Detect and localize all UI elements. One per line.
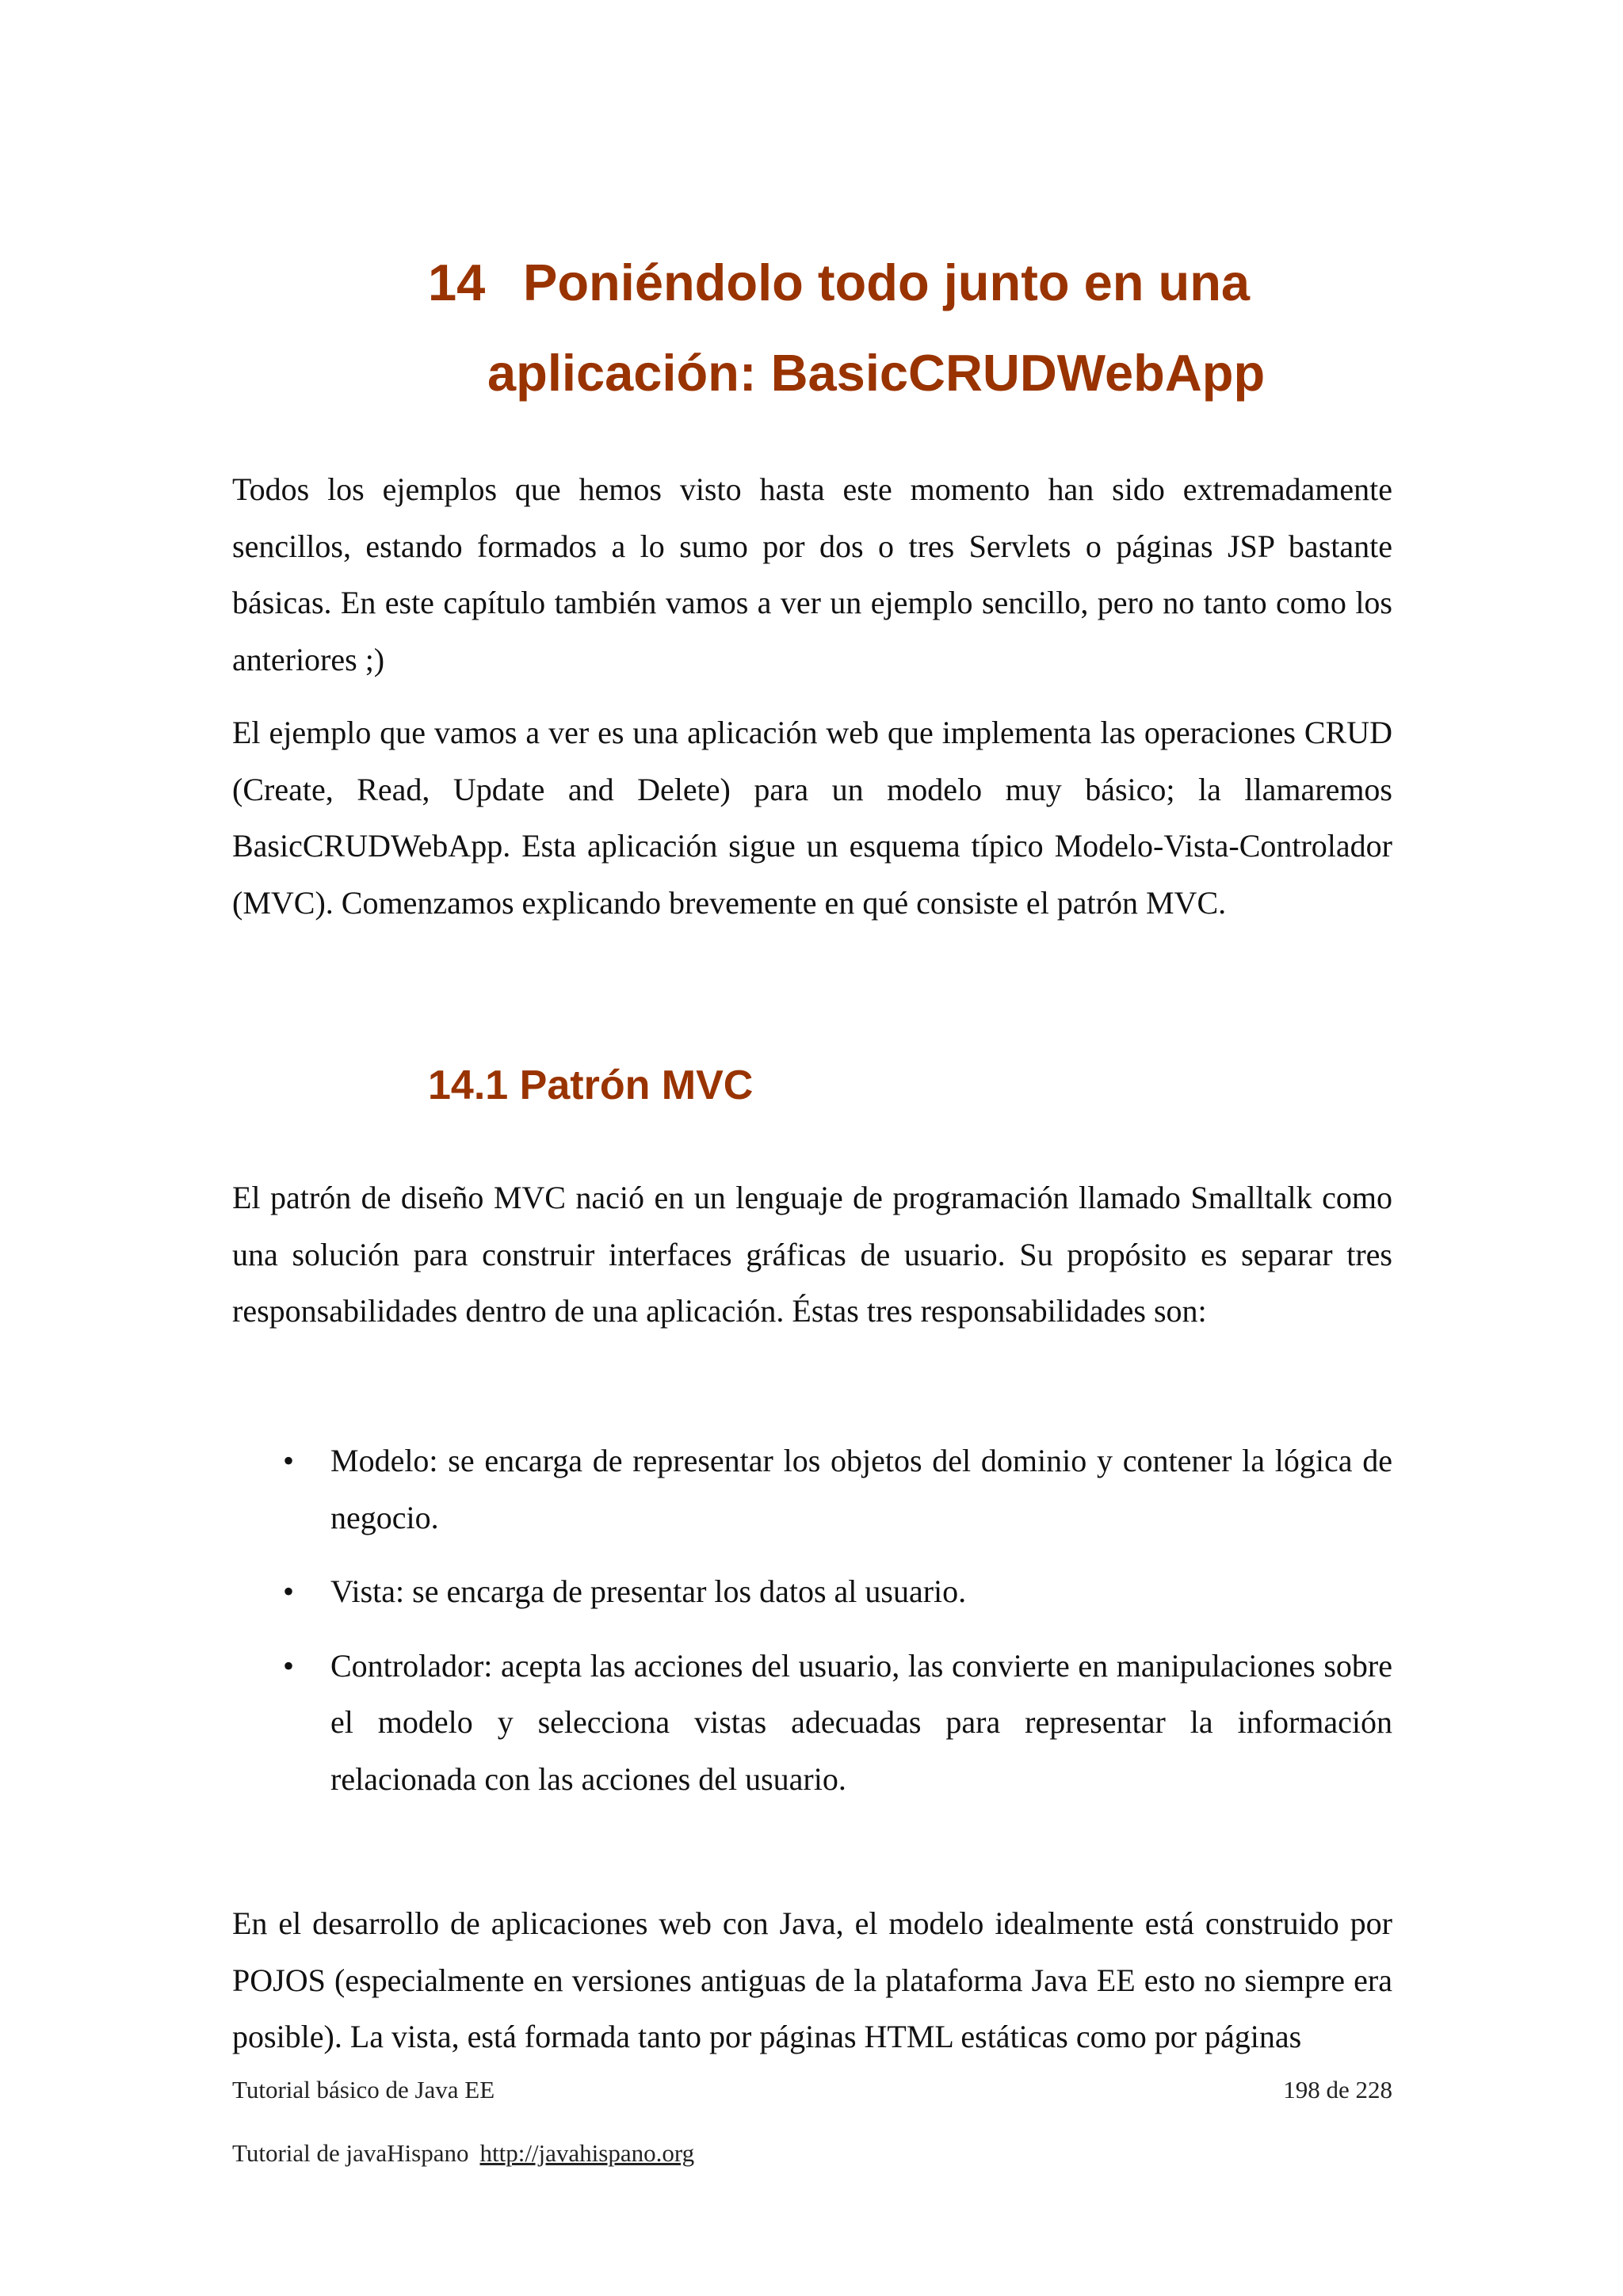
bullet-icon: • bbox=[283, 1443, 295, 1478]
mvc-bullet-list bbox=[232, 1432, 1392, 1825]
bullet-text-vista: Vista: se encarga de presentar los datos al usuario. bbox=[330, 1573, 967, 1609]
chapter-number: 14 bbox=[428, 254, 486, 311]
paragraph-intro-1: Todos los ejemplos que hemos visto hasta este momento han sido extremadamente sencillos, estando formados a lo sumo por dos o tres Servlets o páginas JSP bastante básicas. En este capítulo también vamos a ver un ejemplo sencillo, pero no tanto como los anteriores ;) bbox=[232, 471, 1392, 677]
bullet-text-modelo: Modelo: se encarga de representar los objetos del dominio y contener la lógica de negocio. bbox=[330, 1443, 1392, 1535]
footer-page-number: 198 de 228 bbox=[1283, 2076, 1392, 2103]
bullet-icon: • bbox=[283, 1647, 295, 1684]
section-number: 14.1 bbox=[428, 1062, 509, 1108]
paragraph-mvc-intro: El patrón de diseño MVC nació en un lenguaje de programación llamado Smalltalk como una solución para construir interfaces gráficas de usuario. Su propósito es separar tres responsabilidades dentro de una aplicación. Éstas tres responsabilidades son: bbox=[232, 1180, 1392, 1329]
chapter-title-line1: Poniéndolo todo junto en una bbox=[523, 254, 1251, 311]
section-title bbox=[428, 1054, 753, 1117]
section-title-text: Patrón MVC bbox=[519, 1062, 754, 1108]
footer-line-1 bbox=[232, 2074, 1392, 2106]
footer-credit: Tutorial de javaHispano bbox=[232, 2139, 469, 2167]
chapter-title bbox=[428, 238, 1458, 418]
footer-link[interactable]: http://javahispano.org bbox=[479, 2139, 695, 2167]
paragraph-intro-2: El ejemplo que vamos a ver es una aplicación web que implementa las operaciones CRUD (Create, Read, Update and Delete) para un modelo muy básico; la llamaremos BasicCRUDWebApp. Esta aplicación sigue un esquema típico Modelo-Vista-Controlador (MVC). Comenzamos explicando brevemente en qué consiste el patrón MVC. bbox=[232, 715, 1392, 921]
bullet-item-vista bbox=[232, 1563, 1392, 1620]
bullet-item-controlador bbox=[232, 1638, 1392, 1808]
chapter-title-line2: aplicación: BasicCRUDWebApp bbox=[487, 344, 1266, 402]
footer-line-2 bbox=[232, 2138, 1392, 2169]
bullet-item-modelo bbox=[232, 1432, 1392, 1546]
bullet-text-controlador: Controlador: acepta las acciones del usuario, las convierte en manipulaciones sobre el modelo y selecciona vistas adecuadas para representar la información relacionada con las acciones del usuario. bbox=[330, 1647, 1392, 1797]
footer-book-title: Tutorial básico de Java EE bbox=[232, 2076, 495, 2103]
bullet-icon: • bbox=[283, 1573, 295, 1609]
paragraph-java-web: En el desarrollo de aplicaciones web con Java, el modelo idealmente está construido por POJOS (especialmente en versiones antiguas de la plataforma Java EE esto no siempre era posible). La vista, está formada tanto por páginas HTML estáticas como por páginas bbox=[232, 1905, 1392, 2054]
